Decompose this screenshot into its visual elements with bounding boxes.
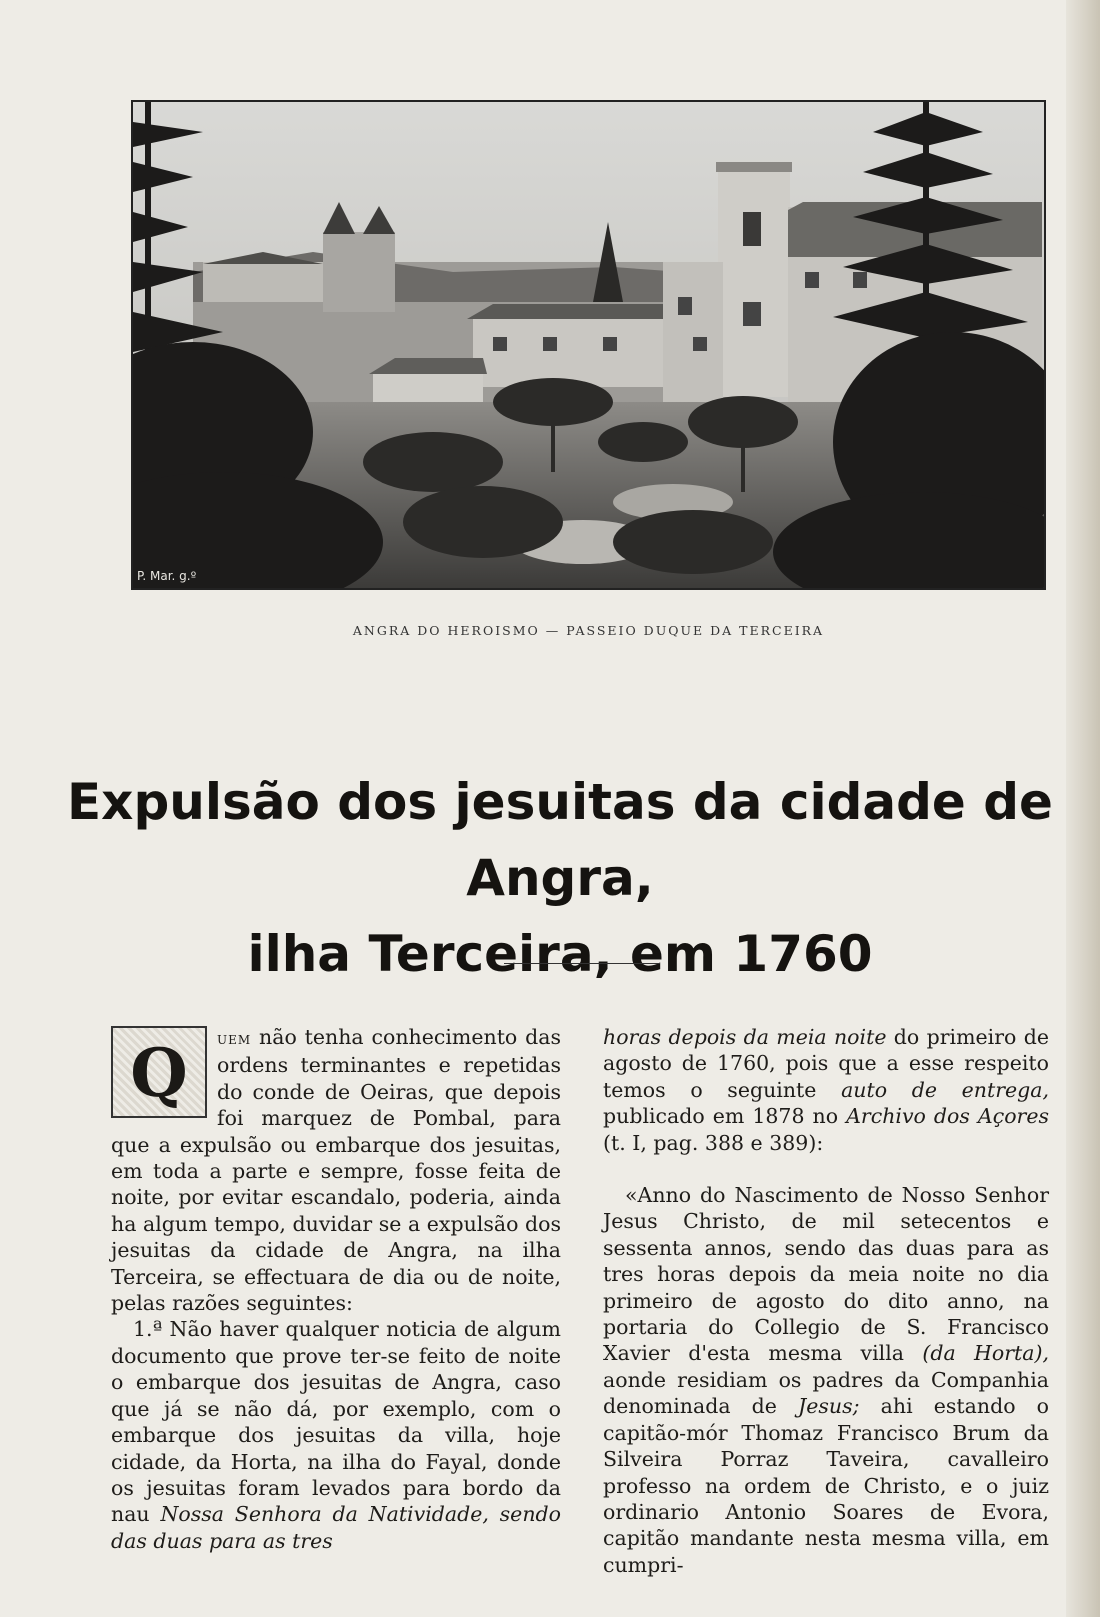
paragraph-intro-text: não tenha conhecimento das ordens terminantes e repetidas do conde de Oeiras, que depois foi marquez de Pombal, para que a expulsão ou embarque dos jesuitas, em toda a parte e sempre, fosse feita de noite, por evitar escandalo, poderia, ainda ha algum tempo, duvidar se a expulsão dos jesuitas da cidade de Angra, na ilha Terceira, se effectuara de dia ou de noite, pelas razões seguintes: (111, 1025, 561, 1316)
continuation-text-1: do primeiro de agosto de 1760, pois que a esse respeito temos o seguinte (603, 1025, 1049, 1102)
continuation-italic-3: Archivo dos Açores (846, 1104, 1049, 1129)
right-column (603, 1024, 1049, 1578)
lead-word: uem (217, 1029, 252, 1049)
engraver-signature: P. Mar. g.º (137, 569, 197, 583)
title-line-1: Expulsão dos jesuitas da cidade de Angra, (67, 773, 1053, 907)
left-column (111, 1024, 561, 1554)
cathedral (323, 232, 395, 312)
auto-text-1: «Anno do Nascimento de Nosso Senhor Jesus Christo, de mil setecentos e sessenta annos, sendo das duas para as tres horas depois da meia noite no dia primeiro de agosto do dito anno, na portaria do Collegio de S. Francisco Xavier d'esta mesma villa (603, 1183, 1049, 1366)
auto-text-2: aonde residiam os padres da Companhia denominada de (603, 1367, 1049, 1419)
paragraph-gap (603, 1156, 1049, 1182)
engraving-plate (131, 100, 1046, 590)
ornamental-dropcap (111, 1026, 207, 1118)
continuation-italic-2: auto de entrega, (841, 1077, 1049, 1102)
continuation-italic-1: horas depois da meia noite (603, 1025, 887, 1049)
paragraph-reason-1 (111, 1316, 561, 1554)
continuation-text-3: (t. I, pag. 388 e 389): (603, 1130, 824, 1155)
angra-garden-illustration (133, 102, 1044, 588)
paragraph-continuation (603, 1024, 1049, 1156)
illustration-caption: ANGRA DO HEROISMO — PASSEIO DUQUE DA TERCEIRA (352, 623, 825, 638)
reason-1-text: 1.ª Não haver qualquer noticia de algum documento que prove ter-se feito de noite o embarque dos jesuitas de Angra, caso que já se não dá, por exemplo, com o embarque dos jesuitas da villa, hoje cidade, da Horta, na ilha do Fayal, donde os jesuitas foram levados para bordo da nau (111, 1317, 561, 1527)
dropcap-letter: Q (130, 1034, 188, 1112)
auto-text-3: ahi estando o capitão-mór Thomaz Francisco Brum da Silveira Porraz Taveira, cavalleiro professo na ordem de Christo, e o juiz ordinario Antonio Soares de Evora, capitão mandante nesta mesma villa, em cumpri- (603, 1394, 1049, 1577)
house-middle (473, 317, 663, 387)
article-title (60, 764, 1060, 992)
continuation-text-2: publicado em 1878 no (603, 1104, 847, 1129)
auto-italic-1: (da Horta), (922, 1341, 1049, 1366)
reason-1-italic: Nossa Senhora da Natividade, sendo das duas para as tres (111, 1502, 561, 1553)
title-divider (504, 963, 660, 964)
page-edge (1066, 0, 1100, 1617)
auto-italic-2: Jesus; (798, 1394, 860, 1419)
title-line-2: ilha Terceira, em 1760 (247, 925, 873, 983)
college-tower (718, 167, 790, 397)
paragraph-auto-de-entrega (603, 1182, 1049, 1578)
